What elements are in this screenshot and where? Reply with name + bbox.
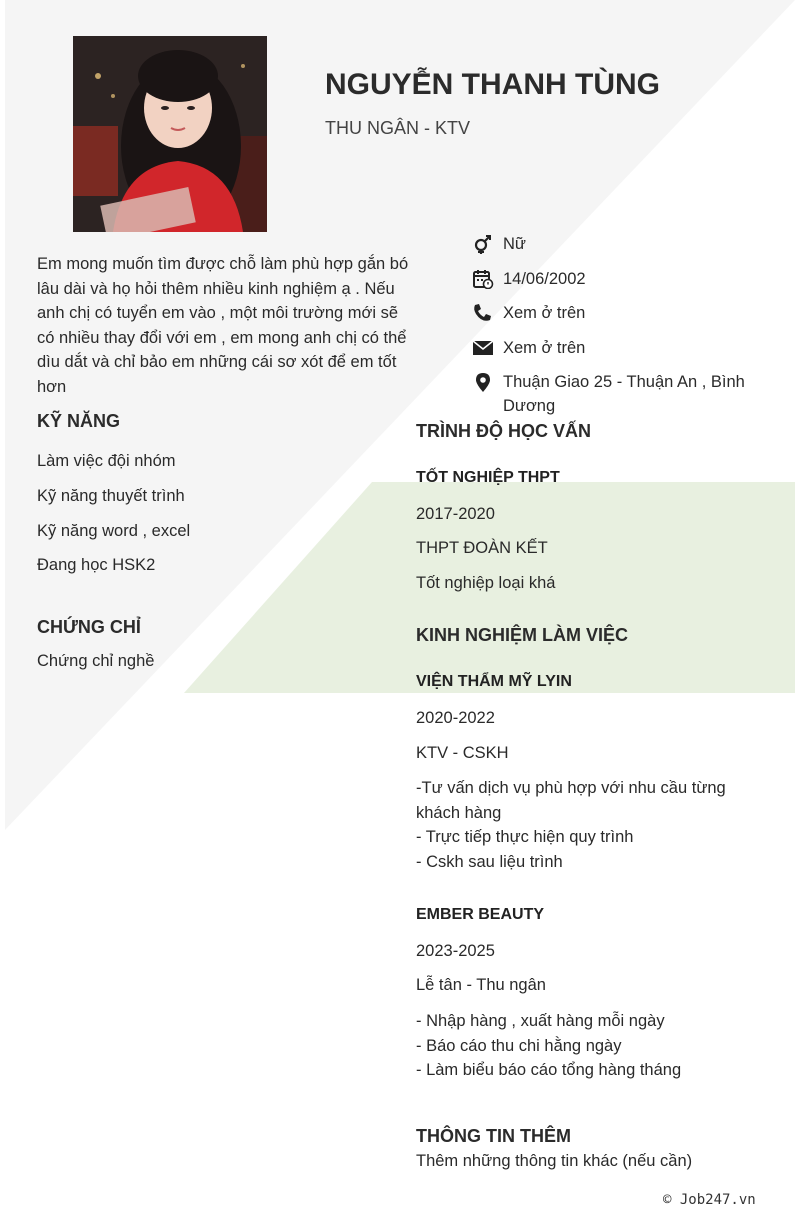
education-period: 2017-2020 — [416, 505, 495, 523]
contact-address: Thuận Giao 25 - Thuận An , Bình Dương — [472, 370, 772, 418]
contact-phone: Xem ở trên — [472, 301, 772, 325]
email-icon — [472, 338, 494, 358]
gender-icon — [472, 234, 494, 254]
calendar-icon — [472, 269, 494, 289]
candidate-name: NGUYỄN THANH TÙNG — [325, 68, 660, 101]
education-title: TỐT NGHIỆP THPT — [416, 469, 560, 486]
skill-item: Kỹ năng thuyết trình — [37, 487, 185, 505]
contact-gender: Nữ — [472, 232, 772, 256]
experience-description — [416, 776, 756, 874]
experience-desc-line: - Nhập hàng , xuất hàng mỗi ngày — [416, 1012, 665, 1030]
career-objective: Em mong muốn tìm được chỗ làm phù hợp gắn bó lâu dài và họ hỏi thêm nhiều kinh nghiệm ạ . Nếu anh chị có tuyển em vào , một môi trường mới sẽ có nhiều thay đổi với em , em mong anh chị có thể dìu dắt và chỉ bảo em những cái sơ xót để em tốt hơn — [37, 255, 409, 396]
experience-role: Lễ tân - Thu ngân — [416, 976, 546, 994]
certificate-item: Chứng chỉ nghề — [37, 652, 155, 670]
skills-heading: KỸ NĂNG — [37, 411, 121, 431]
experience-description — [416, 1009, 756, 1083]
contact-email: Xem ở trên — [472, 336, 772, 360]
job-title: THU NGÂN - KTV — [325, 118, 471, 138]
profile-photo — [73, 36, 267, 232]
skill-item: Làm việc đội nhóm — [37, 452, 176, 470]
experience-company: EMBER BEAUTY — [416, 906, 545, 923]
experience-period: 2020-2022 — [416, 709, 495, 727]
skill-item: Kỹ năng word , excel — [37, 522, 191, 540]
skill-item: Đang học HSK2 — [37, 556, 156, 574]
experience-desc-line: - Cskh sau liệu trình — [416, 852, 563, 871]
experience-company: VIỆN THẨM MỸ LYIN — [416, 673, 572, 690]
certificates-heading: CHỨNG CHỈ — [37, 617, 141, 637]
education-school: THPT ĐOÀN KẾT — [416, 539, 548, 557]
education-note: Tốt nghiệp loại khá — [416, 574, 556, 592]
experience-period: 2023-2025 — [416, 942, 495, 960]
more-info-text: Thêm những thông tin khác (nếu cần) — [416, 1152, 693, 1170]
location-pin-icon — [472, 372, 494, 392]
contact-birthday: 14/06/2002 — [472, 267, 772, 291]
contact-info — [472, 232, 772, 429]
footer-copyright: © Job247.vn — [663, 1192, 756, 1208]
phone-icon — [472, 303, 494, 323]
experience-heading: KINH NGHIỆM LÀM VIỆC — [416, 625, 629, 645]
more-info-heading: THÔNG TIN THÊM — [416, 1126, 571, 1146]
experience-desc-line: - Làm biểu báo cáo tổng hàng tháng — [416, 1061, 682, 1080]
experience-desc-line: -Tư vấn dịch vụ phù hợp với nhu cầu từng khách hàng — [416, 779, 726, 822]
experience-desc-line: - Báo cáo thu chi hằng ngày — [416, 1036, 622, 1055]
education-heading: TRÌNH ĐỘ HỌC VẤN — [416, 421, 591, 441]
experience-desc-line: - Trực tiếp thực hiện quy trình — [416, 828, 634, 847]
experience-role: KTV - CSKH — [416, 744, 509, 762]
